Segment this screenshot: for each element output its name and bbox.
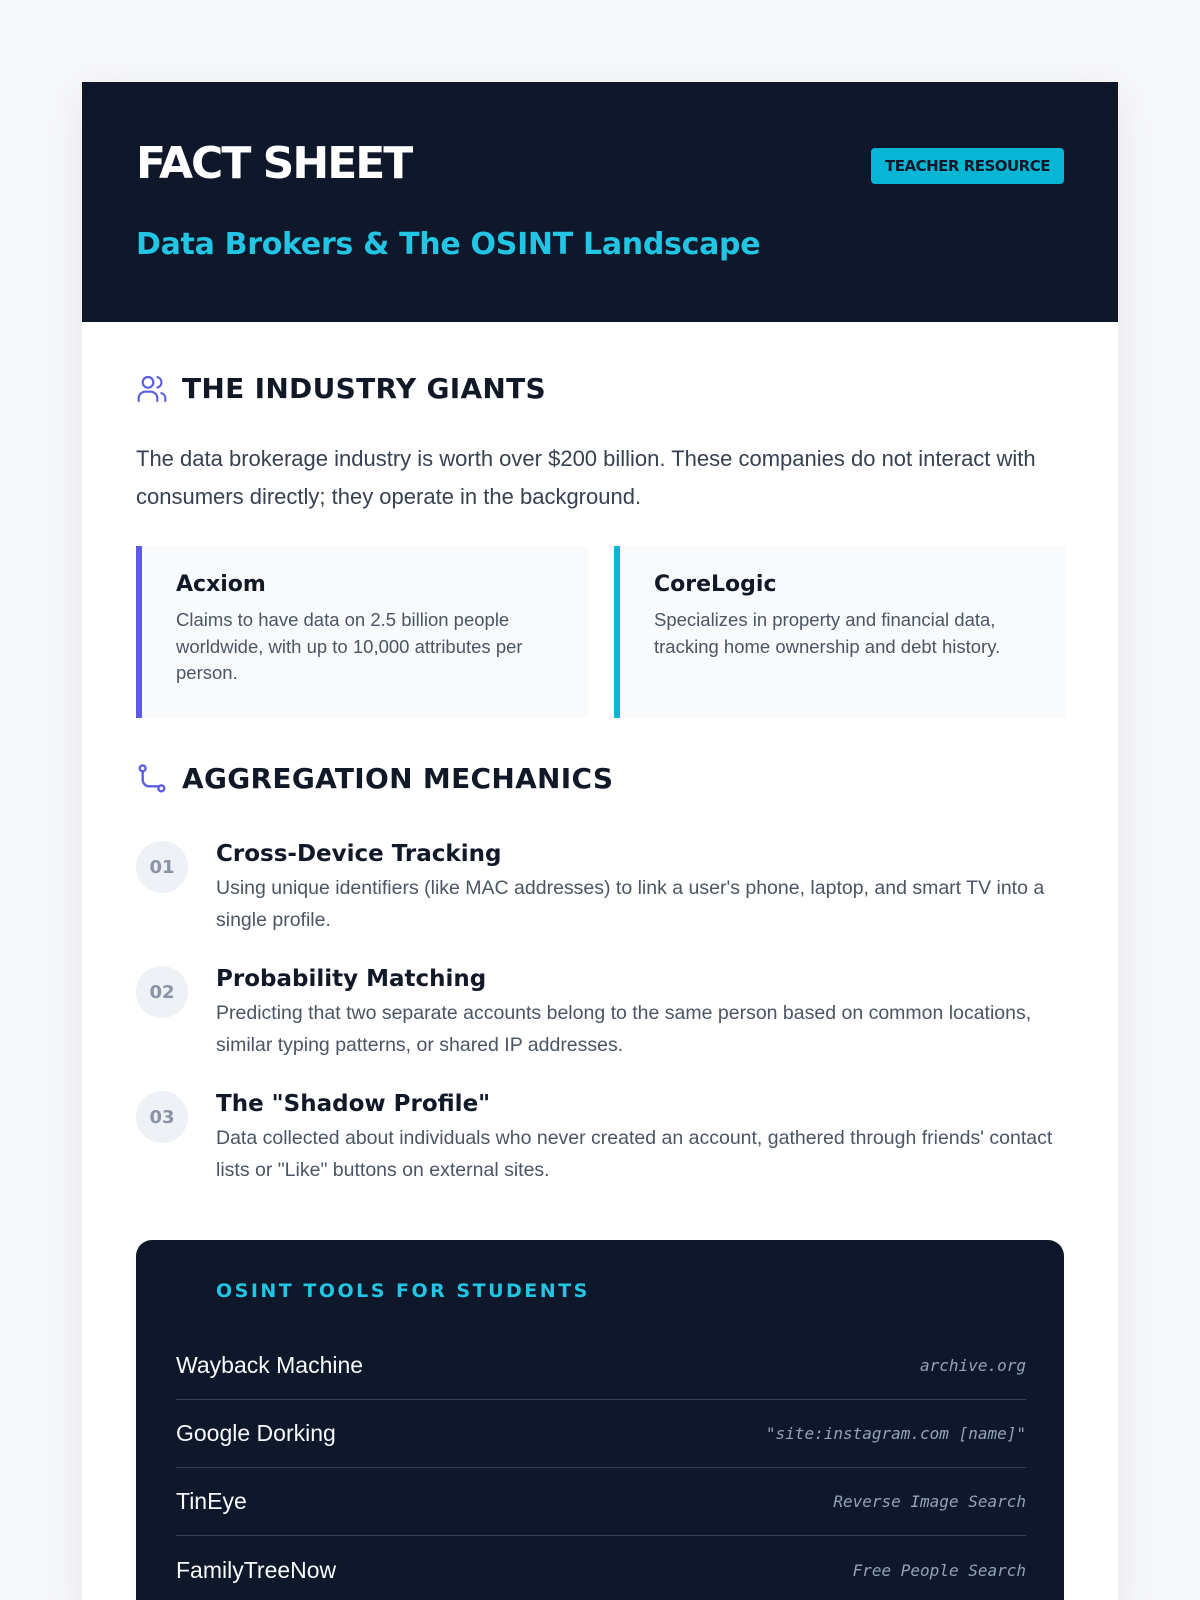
tool-name: Google Dorking <box>176 1420 336 1446</box>
mechanic-title: The "Shadow Profile" <box>216 1091 491 1117</box>
osint-tools-panel <box>136 1240 1064 1600</box>
company-card-acxiom <box>136 546 588 718</box>
section-title: AGGREGATION MECHANICS <box>182 762 614 795</box>
industry-intro: The data brokerage industry is worth over $200 billion. These companies do not interact with consumers directly; they operate in the background. <box>136 446 1036 509</box>
tool-hint: "site:instagram.com [name]" <box>765 1424 1026 1443</box>
mechanic-description: Predicting that two separate accounts belong to the same person based on common locations, similar typing patterns, or shared IP addresses. <box>216 1002 1032 1056</box>
tool-hint: Free People Search <box>852 1560 1026 1580</box>
tool-hint: archive.org <box>920 1356 1026 1375</box>
step-number: 03 <box>136 1091 188 1143</box>
header <box>82 82 1118 322</box>
tool-row <box>176 1536 1026 1600</box>
step-number: 01 <box>136 841 188 893</box>
tools-title: OSINT TOOLS FOR STUDENTS <box>216 1280 590 1302</box>
mechanic-description: Data collected about individuals who never created an account, gathered through friends' contact lists or "Like" buttons on external sites. <box>216 1127 1053 1181</box>
tool-name: TinEye <box>176 1488 247 1514</box>
section-title: THE INDUSTRY GIANTS <box>182 372 547 405</box>
users-icon <box>136 373 168 405</box>
tool-row <box>176 1468 1026 1536</box>
tool-hint: Reverse Image Search <box>833 1492 1026 1511</box>
aggregation-mechanics-heading <box>136 762 613 795</box>
company-name: Acxiom <box>176 572 266 597</box>
step-number: 02 <box>136 966 188 1018</box>
tool-row <box>176 1332 1026 1400</box>
teacher-resource-badge: TEACHER RESOURCE <box>871 148 1064 184</box>
mechanic-title: Cross-Device Tracking <box>216 841 502 867</box>
page-title: FACT SHEET <box>136 138 412 189</box>
tool-name: Wayback Machine <box>176 1352 364 1378</box>
page-subtitle: Data Brokers & The OSINT Landscape <box>136 227 761 262</box>
mechanic-title: Probability Matching <box>216 966 487 992</box>
company-card-corelogic <box>614 546 1066 718</box>
route-icon <box>136 763 168 795</box>
mechanic-description: Using unique identifiers (like MAC addresses) to link a user's phone, laptop, and smart TV into a single profile. <box>216 877 1045 931</box>
industry-giants-heading <box>136 372 546 405</box>
tool-name: FamilyTreeNow <box>176 1556 337 1583</box>
company-description: Specializes in property and financial data, tracking home ownership and debt history. <box>654 609 1001 657</box>
tool-row <box>176 1400 1026 1468</box>
company-description: Claims to have data on 2.5 billion people worldwide, with up to 10,000 attributes per person. <box>176 609 523 683</box>
fact-sheet <box>82 82 1118 1600</box>
company-name: CoreLogic <box>654 572 777 597</box>
